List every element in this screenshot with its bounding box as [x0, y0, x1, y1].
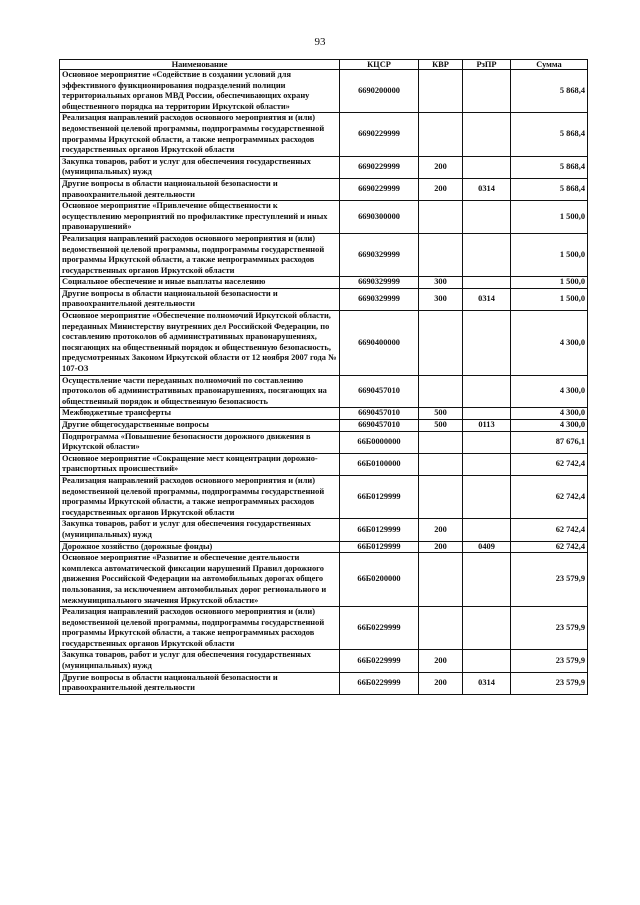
row-code: 66Б0229999: [340, 672, 419, 694]
table-row: [60, 70, 588, 113]
header-kvr: КВР: [419, 60, 463, 70]
row-name: Осуществление части переданных полномочий по составлению протоколов об административных правонарушениях, посягающих на общественный порядок и общественную безопасность: [60, 375, 340, 408]
row-rzpr: 0314: [463, 672, 511, 694]
row-name: Закупка товаров, работ и услуг для обеспечения государственных (муниципальных) нужд: [60, 650, 340, 672]
table-row: [60, 553, 588, 607]
header-rzpr: РзПР: [463, 60, 511, 70]
row-code: 6690329999: [340, 277, 419, 289]
row-code: 6690457010: [340, 375, 419, 408]
row-kvr: [419, 475, 463, 518]
row-name: Другие вопросы в области национальной безопасности и правоохранительной деятельности: [60, 178, 340, 200]
table-row: [60, 375, 588, 408]
row-rzpr: 0113: [463, 420, 511, 432]
row-sum: 1 500,0: [511, 233, 588, 276]
row-kvr: 500: [419, 408, 463, 420]
row-kvr: [419, 113, 463, 156]
row-code: 66Б0000000: [340, 431, 419, 453]
table-row: [60, 519, 588, 541]
row-name: Основное мероприятие «Обеспечение полномочий Иркутской области, переданных Министерству внутренних дел Российской Федерации, по составлению протоколов об административных правонарушениях, посягающих на общественный порядок и общественную безопасность, предусмотренных Законом Иркутской области от 12 ноября 2007 года № 107-ОЗ: [60, 311, 340, 376]
row-sum: 5 868,4: [511, 178, 588, 200]
table-row: [60, 541, 588, 553]
row-rzpr: [463, 519, 511, 541]
row-name: Закупка товаров, работ и услуг для обеспечения государственных (муниципальных) нужд: [60, 156, 340, 178]
table-row: [60, 178, 588, 200]
row-kvr: [419, 453, 463, 475]
row-name: Подпрограмма «Повышение безопасности дорожного движения в Иркутской области»: [60, 431, 340, 453]
row-kvr: 300: [419, 277, 463, 289]
row-rzpr: [463, 233, 511, 276]
row-rzpr: [463, 475, 511, 518]
table-row: [60, 420, 588, 432]
row-kvr: [419, 375, 463, 408]
row-sum: 62 742,4: [511, 519, 588, 541]
row-name: Другие вопросы в области национальной безопасности и правоохранительной деятельности: [60, 288, 340, 310]
row-rzpr: [463, 311, 511, 376]
row-kvr: 200: [419, 541, 463, 553]
row-code: 6690400000: [340, 311, 419, 376]
row-rzpr: [463, 408, 511, 420]
table-row: [60, 453, 588, 475]
row-code: 6690457010: [340, 408, 419, 420]
table-row: [60, 156, 588, 178]
row-sum: 62 742,4: [511, 453, 588, 475]
row-name: Основное мероприятие «Сокращение мест концентрации дорожно-транспортных происшествий»: [60, 453, 340, 475]
row-name: Другие общегосударственные вопросы: [60, 420, 340, 432]
row-rzpr: [463, 277, 511, 289]
row-rzpr: 0314: [463, 178, 511, 200]
row-rzpr: [463, 70, 511, 113]
row-code: 6690300000: [340, 201, 419, 234]
row-name: Реализация направлений расходов основного мероприятия и (или) ведомственной целевой программы, подпрограммы государственной программы Иркутской области, а также непрограммных расходов государственных органов Иркутской области: [60, 607, 340, 650]
row-rzpr: 0409: [463, 541, 511, 553]
row-kvr: 200: [419, 156, 463, 178]
row-rzpr: [463, 375, 511, 408]
row-rzpr: [463, 553, 511, 607]
row-sum: 1 500,0: [511, 288, 588, 310]
table-row: [60, 607, 588, 650]
row-rzpr: [463, 431, 511, 453]
row-sum: 4 300,0: [511, 420, 588, 432]
row-sum: 62 742,4: [511, 541, 588, 553]
row-kvr: 200: [419, 650, 463, 672]
row-rzpr: [463, 201, 511, 234]
row-kvr: [419, 233, 463, 276]
row-code: 6690329999: [340, 233, 419, 276]
table-row: [60, 311, 588, 376]
row-sum: 4 300,0: [511, 408, 588, 420]
row-name: Основное мероприятие «Содействие в создании условий для эффективного функционирования подразделений полиции территориальных органов МВД России, обеспечивающих охрану общественного порядка на территории Иркутской области»: [60, 70, 340, 113]
row-name: Межбюджетные трансферты: [60, 408, 340, 420]
row-sum: 23 579,9: [511, 553, 588, 607]
table-row: [60, 233, 588, 276]
header-code: КЦСР: [340, 60, 419, 70]
row-code: 66Б0129999: [340, 519, 419, 541]
row-name: Реализация направлений расходов основного мероприятия и (или) ведомственной целевой программы, подпрограммы государственной программы Иркутской области, а также непрограммных расходов государственных органов Иркутской области: [60, 113, 340, 156]
table-row: [60, 431, 588, 453]
row-kvr: 200: [419, 672, 463, 694]
row-sum: 87 676,1: [511, 431, 588, 453]
row-code: 66Б0129999: [340, 475, 419, 518]
row-rzpr: [463, 156, 511, 178]
row-sum: 5 868,4: [511, 156, 588, 178]
row-sum: 62 742,4: [511, 475, 588, 518]
row-sum: 23 579,9: [511, 650, 588, 672]
table-row: [60, 408, 588, 420]
row-sum: 23 579,9: [511, 672, 588, 694]
row-sum: 1 500,0: [511, 201, 588, 234]
row-name: Основное мероприятие «Развитие и обеспечение деятельности комплекса автоматической фиксации нарушений Правил дорожного движения Российской Федерации на автомобильных дорогах общего пользования, за исключением автомобильных дорог регионального и межмуниципального значения Иркутской области»: [60, 553, 340, 607]
row-kvr: [419, 607, 463, 650]
row-name: Реализация направлений расходов основного мероприятия и (или) ведомственной целевой программы, подпрограммы государственной программы Иркутской области, а также непрограммных расходов государственных органов Иркутской области: [60, 475, 340, 518]
table-header-row: [60, 60, 588, 70]
row-name: Закупка товаров, работ и услуг для обеспечения государственных (муниципальных) нужд: [60, 519, 340, 541]
row-name: Дорожное хозяйство (дорожные фонды): [60, 541, 340, 553]
row-kvr: [419, 201, 463, 234]
row-sum: 4 300,0: [511, 311, 588, 376]
row-name: Другие вопросы в области национальной безопасности и правоохранительной деятельности: [60, 672, 340, 694]
row-kvr: [419, 431, 463, 453]
table-row: [60, 672, 588, 694]
row-code: 66Б0200000: [340, 553, 419, 607]
row-rzpr: [463, 113, 511, 156]
row-kvr: 300: [419, 288, 463, 310]
row-code: 6690229999: [340, 178, 419, 200]
row-rzpr: [463, 453, 511, 475]
row-sum: 1 500,0: [511, 277, 588, 289]
page-number: 93: [314, 36, 326, 48]
row-sum: 5 868,4: [511, 113, 588, 156]
row-sum: 23 579,9: [511, 607, 588, 650]
row-code: 66Б0229999: [340, 607, 419, 650]
row-code: 66Б0229999: [340, 650, 419, 672]
table-row: [60, 113, 588, 156]
budget-table: [59, 59, 588, 695]
row-code: 6690229999: [340, 113, 419, 156]
table-row: [60, 201, 588, 234]
table-body: [60, 70, 588, 695]
row-rzpr: [463, 607, 511, 650]
header-name: Наименование: [60, 60, 340, 70]
row-sum: 5 868,4: [511, 70, 588, 113]
table-row: [60, 288, 588, 310]
row-code: 6690200000: [340, 70, 419, 113]
row-rzpr: [463, 650, 511, 672]
table-row: [60, 650, 588, 672]
row-rzpr: 0314: [463, 288, 511, 310]
row-kvr: 200: [419, 519, 463, 541]
row-code: 66Б0129999: [340, 541, 419, 553]
row-kvr: [419, 553, 463, 607]
row-name: Основное мероприятие «Привлечение общественности к осуществлению мероприятий по профилактике преступлений и иных правонарушений»: [60, 201, 340, 234]
row-code: 66Б0100000: [340, 453, 419, 475]
row-kvr: 500: [419, 420, 463, 432]
row-code: 6690457010: [340, 420, 419, 432]
header-sum: Сумма: [511, 60, 588, 70]
row-kvr: 200: [419, 178, 463, 200]
row-sum: 4 300,0: [511, 375, 588, 408]
row-name: Социальное обеспечение и иные выплаты населению: [60, 277, 340, 289]
table-row: [60, 277, 588, 289]
row-name: Реализация направлений расходов основного мероприятия и (или) ведомственной целевой программы, подпрограммы государственной программы Иркутской области, а также непрограммных расходов государственных органов Иркутской области: [60, 233, 340, 276]
row-code: 6690329999: [340, 288, 419, 310]
table-row: [60, 475, 588, 518]
row-kvr: [419, 311, 463, 376]
row-code: 6690229999: [340, 156, 419, 178]
row-kvr: [419, 70, 463, 113]
